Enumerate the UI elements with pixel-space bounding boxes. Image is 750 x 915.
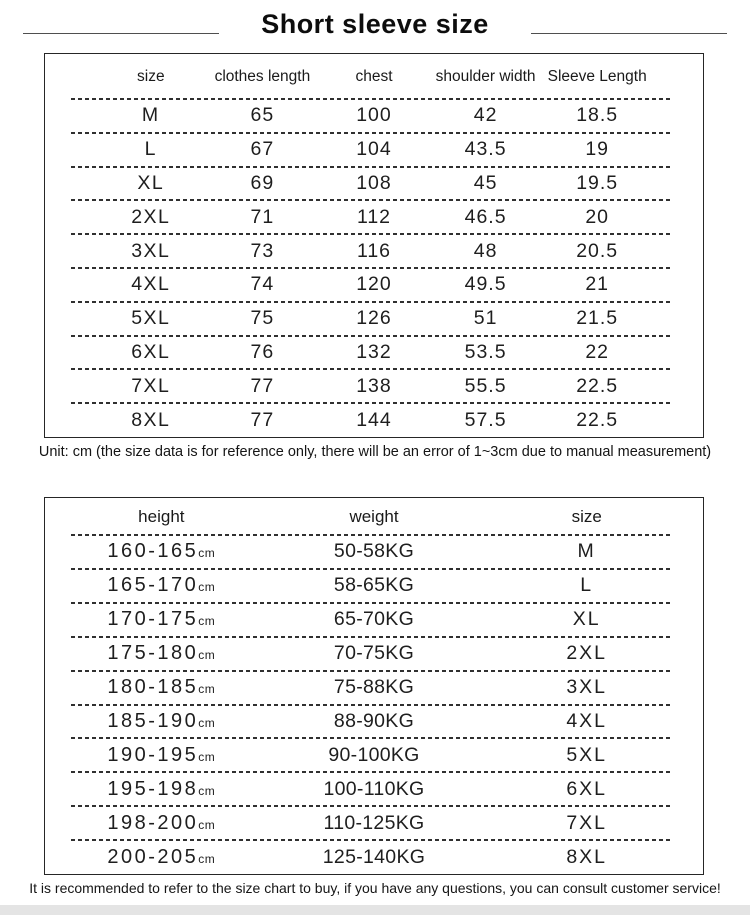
size-cell: 4XL (566, 709, 608, 732)
title-rule-right (531, 33, 727, 34)
height-value: 165-170 (107, 574, 199, 597)
height-value: 160-165 (107, 540, 199, 563)
weight-cell: 70-75KG (333, 642, 415, 665)
table-row (45, 234, 703, 268)
page-header (0, 0, 750, 48)
table-row (45, 302, 703, 336)
bottom-strip (0, 905, 750, 915)
table-row (45, 133, 703, 167)
clothes-length-cell: 71 (250, 205, 275, 228)
chest-cell: 108 (356, 171, 392, 194)
weight-cell: 50-58KG (333, 540, 415, 563)
shoulder-width-cell: 48 (473, 239, 498, 262)
fit-table-header-size: size (571, 506, 602, 526)
size-cell: L (144, 138, 157, 161)
clothes-length-cell: 65 (250, 104, 275, 127)
sleeve-length-cell: 21 (585, 273, 610, 296)
clothes-length-cell: 76 (250, 340, 275, 363)
height-cell (55, 642, 268, 665)
height-cell (55, 744, 268, 767)
size-table-header-size: size (137, 67, 165, 85)
size-cell: 5XL (131, 307, 171, 330)
height-value: 170-175 (107, 608, 199, 631)
fit-table-header-weight: weight (349, 506, 399, 526)
fit-table-body (45, 535, 703, 874)
clothes-length-cell: 77 (250, 408, 275, 431)
size-cell: 3XL (131, 239, 171, 262)
size-cell: 2XL (131, 205, 171, 228)
table-row (45, 336, 703, 370)
size-cell: 7XL (566, 811, 608, 834)
height-unit: cm (198, 580, 216, 595)
table-row (45, 738, 703, 772)
weight-cell: 75-88KG (333, 676, 415, 699)
height-unit: cm (198, 682, 216, 697)
table-row (45, 200, 703, 234)
fit-table-header-row (45, 498, 703, 535)
height-unit: cm (198, 614, 216, 629)
weight-cell: 100-110KG (323, 777, 425, 800)
height-cell (55, 676, 268, 699)
height-cell (55, 608, 268, 631)
shoulder-width-cell: 57.5 (464, 408, 507, 431)
size-table-header-clothes-length: clothes length (214, 67, 311, 85)
weight-cell: 65-70KG (333, 608, 415, 631)
size-table-header-shoulder-width: shoulder width (435, 67, 536, 85)
height-cell (55, 778, 268, 801)
table-row (45, 99, 703, 133)
clothes-length-cell: 67 (250, 138, 275, 161)
weight-cell: 58-65KG (333, 574, 415, 597)
table-row (45, 671, 703, 705)
chest-cell: 112 (356, 205, 392, 228)
table-row (45, 772, 703, 806)
height-unit: cm (198, 749, 216, 764)
height-cell (55, 574, 268, 597)
size-cell: L (580, 574, 594, 597)
height-value: 190-195 (107, 743, 199, 766)
chest-cell: 116 (356, 239, 392, 262)
shoulder-width-cell: 49.5 (464, 273, 507, 296)
size-cell: M (141, 104, 160, 127)
height-cell (55, 846, 268, 869)
height-weight-fit-table (44, 497, 704, 875)
size-cell: M (577, 540, 596, 563)
height-value: 195-198 (107, 777, 199, 800)
shoulder-width-cell: 43.5 (464, 138, 507, 161)
chest-cell: 100 (356, 104, 392, 127)
table-row (45, 569, 703, 603)
size-table-header-row (45, 54, 703, 99)
page-title: Short sleeve size (261, 8, 489, 39)
table-row (45, 840, 703, 874)
size-cell: XL (572, 608, 601, 631)
sleeve-length-cell: 19.5 (576, 171, 619, 194)
table-row (45, 637, 703, 671)
chest-cell: 104 (356, 138, 392, 161)
size-cell: 8XL (131, 408, 171, 431)
height-unit: cm (198, 715, 216, 730)
sleeve-length-cell: 20.5 (576, 239, 619, 262)
chest-cell: 132 (356, 340, 392, 363)
height-value: 200-205 (107, 845, 199, 868)
sleeve-length-cell: 22.5 (576, 408, 619, 431)
size-cell: 5XL (566, 743, 608, 766)
clothes-length-cell: 73 (250, 239, 275, 262)
size-cell: 7XL (131, 374, 171, 397)
shoulder-width-cell: 55.5 (464, 374, 507, 397)
height-unit: cm (198, 648, 216, 663)
weight-cell: 90-100KG (328, 743, 420, 766)
height-cell (55, 710, 268, 733)
sleeve-length-cell: 21.5 (576, 307, 619, 330)
shoulder-width-cell: 51 (473, 307, 498, 330)
footer-note: It is recommended to refer to the size chart to buy, if you have any questions, you can consult customer service! (29, 880, 721, 896)
size-cell: 3XL (566, 676, 608, 699)
sleeve-length-cell: 22.5 (576, 374, 619, 397)
weight-cell: 125-140KG (322, 845, 426, 868)
shoulder-width-cell: 46.5 (464, 205, 507, 228)
size-cell: 6XL (566, 777, 608, 800)
size-measurement-table (44, 53, 704, 438)
height-unit: cm (198, 817, 216, 832)
weight-cell: 88-90KG (333, 709, 415, 732)
chest-cell: 126 (356, 307, 392, 330)
shoulder-width-cell: 45 (473, 171, 498, 194)
size-cell: 8XL (566, 845, 608, 868)
sleeve-length-cell: 19 (585, 138, 610, 161)
title-rule-left (23, 33, 219, 34)
height-value: 180-185 (107, 676, 199, 699)
size-table-header-chest: chest (355, 67, 393, 85)
sleeve-length-cell: 20 (585, 205, 610, 228)
table-row (45, 167, 703, 201)
size-table-body (45, 99, 703, 437)
sleeve-length-cell: 22 (585, 340, 610, 363)
size-cell: 2XL (566, 642, 608, 665)
table-row (45, 268, 703, 302)
clothes-length-cell: 74 (250, 273, 275, 296)
shoulder-width-cell: 42 (473, 104, 498, 127)
chest-cell: 144 (356, 408, 392, 431)
height-value: 175-180 (107, 642, 199, 665)
clothes-length-cell: 69 (250, 171, 275, 194)
height-cell (55, 812, 268, 835)
clothes-length-cell: 77 (250, 374, 275, 397)
unit-note: Unit: cm (the size data is for reference only, there will be an error of 1~3cm due to manual measurement) (38, 444, 712, 460)
fit-table-header-height: height (138, 506, 185, 526)
height-value: 198-200 (107, 811, 199, 834)
table-row (45, 369, 703, 403)
chest-cell: 120 (356, 273, 392, 296)
height-unit: cm (198, 546, 216, 561)
height-unit: cm (198, 783, 216, 798)
shoulder-width-cell: 53.5 (464, 340, 507, 363)
height-unit: cm (198, 851, 216, 866)
size-cell: 4XL (131, 273, 171, 296)
chest-cell: 138 (356, 374, 392, 397)
table-row (45, 603, 703, 637)
table-row (45, 535, 703, 569)
weight-cell: 110-125KG (323, 811, 425, 834)
clothes-length-cell: 75 (250, 307, 275, 330)
height-cell (55, 540, 268, 563)
size-table-header-sleeve-length: Sleeve Length (547, 67, 647, 85)
size-cell: 6XL (131, 340, 171, 363)
table-row (45, 705, 703, 739)
table-row (45, 806, 703, 840)
sleeve-length-cell: 18.5 (576, 104, 619, 127)
size-cell: XL (137, 171, 165, 194)
table-row (45, 403, 703, 437)
height-value: 185-190 (107, 709, 199, 732)
